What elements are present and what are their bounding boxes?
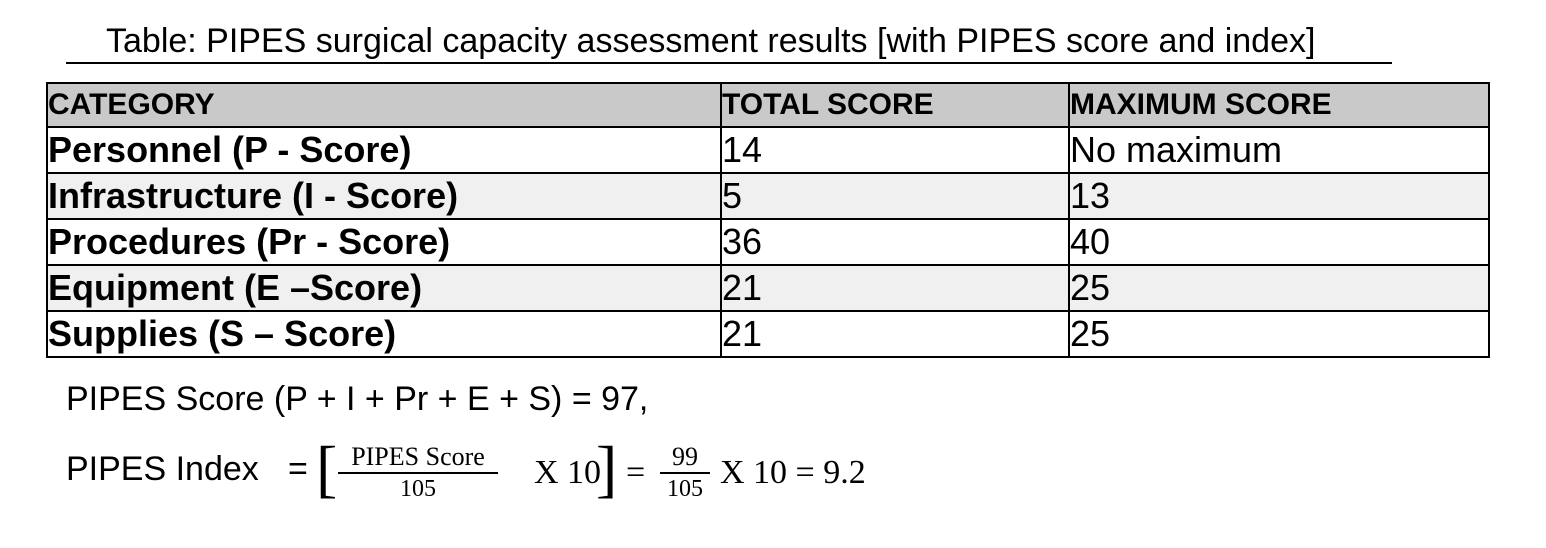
header-maximum-score: MAXIMUM SCORE (1069, 83, 1489, 127)
table-header-row (47, 83, 1489, 127)
row-total-score: 21 (721, 265, 1069, 311)
fraction-denominator: 105 (400, 476, 436, 502)
fraction-numerator: 99 (660, 442, 710, 474)
table-row (47, 311, 1489, 357)
row-total-score: 5 (721, 173, 1069, 219)
right-bracket: ] (596, 433, 618, 504)
left-bracket: [ (316, 433, 338, 504)
value-fraction (660, 442, 710, 504)
row-total-score: 14 (721, 127, 1069, 173)
row-maximum-score: 40 (1069, 219, 1489, 265)
row-total-score: 21 (721, 311, 1069, 357)
header-total-score: TOTAL SCORE (721, 83, 1069, 127)
row-category: Procedures (Pr - Score) (47, 219, 721, 265)
row-maximum-score: 25 (1069, 311, 1489, 357)
equals-sign-2: = (626, 454, 646, 491)
index-result: X 10 = 9.2 (720, 454, 866, 491)
fraction-denominator: 105 (667, 476, 703, 502)
table-caption: Table: PIPES surgical capacity assessment results [with PIPES score and index] (66, 20, 1392, 64)
pipes-index-label: PIPES Index (66, 450, 259, 488)
row-maximum-score: 25 (1069, 265, 1489, 311)
table-row (47, 219, 1489, 265)
equals-sign: = (288, 450, 308, 488)
row-category: Supplies (S – Score) (47, 311, 721, 357)
row-category: Equipment (E –Score) (47, 265, 721, 311)
multiply-ten: X 10 (534, 454, 602, 491)
row-total-score: 36 (721, 219, 1069, 265)
table-row (47, 173, 1489, 219)
row-maximum-score: 13 (1069, 173, 1489, 219)
pipes-index-formula (66, 430, 966, 520)
table-row (47, 127, 1489, 173)
pipes-results-table (46, 82, 1490, 358)
row-category: Infrastructure (I - Score) (47, 173, 721, 219)
table-row (47, 265, 1489, 311)
fraction-numerator: PIPES Score (338, 442, 498, 474)
header-category: CATEGORY (47, 83, 721, 127)
score-fraction (338, 442, 498, 504)
pipes-score-formula: PIPES Score (P + I + Pr + E + S) = 97, (66, 380, 649, 418)
row-maximum-score: No maximum (1069, 127, 1489, 173)
row-category: Personnel (P - Score) (47, 127, 721, 173)
